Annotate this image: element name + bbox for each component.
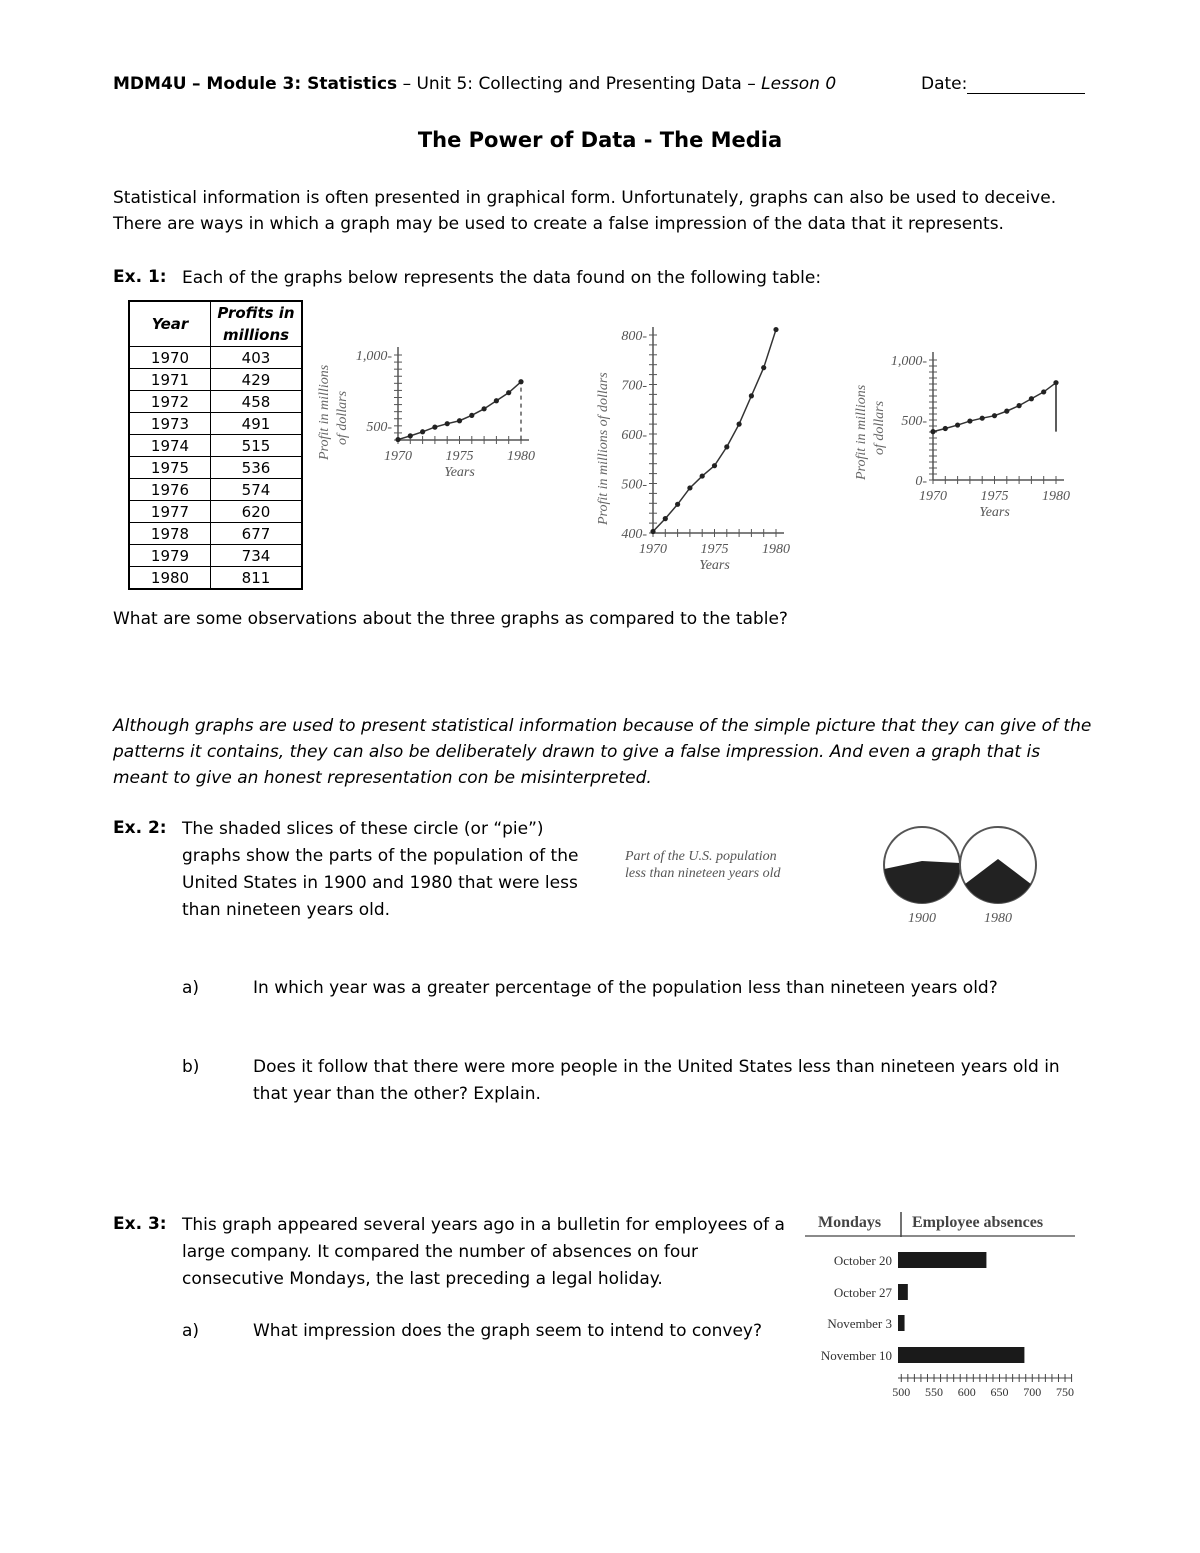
table-row (129, 457, 302, 479)
table-row (129, 413, 302, 435)
ex2-qb-label: b) (182, 1057, 200, 1077)
col-profit-header-line2: millions (222, 326, 290, 344)
page-header: MDM4U – Module 3: Statistics – Unit 5: Collecting and Presenting Data – Lesson 0 (113, 74, 837, 94)
module-label: Module 3: Statistics (206, 74, 398, 94)
bar-category-label: November 10 (820, 1348, 892, 1363)
y-axis-title: Profit in millions of dollars (596, 372, 611, 525)
table-row (129, 501, 302, 523)
data-point (506, 390, 511, 395)
year-cell: 1970 (129, 347, 211, 369)
data-point (1041, 389, 1046, 394)
data-point (663, 516, 668, 521)
x-tick-label: 1980 (1042, 489, 1070, 504)
year-cell: 1973 (129, 413, 211, 435)
y-axis-title-line2: of dollars (872, 400, 887, 455)
pie-caption-line1: Part of the U.S. population (625, 849, 777, 864)
bar (898, 1252, 986, 1268)
page-title: The Power of Data - The Media (417, 128, 783, 152)
ex3-qa-text: What impression does the graph seem to intend to convey? (253, 1321, 763, 1341)
pie-caption-line2: less than nineteen years old (625, 866, 781, 881)
x-tick-label: 1975 (700, 542, 729, 557)
y-axis-title-line1: Profit in millions (854, 384, 869, 480)
data-point (773, 327, 778, 332)
x-tick-label: 750 (1056, 1385, 1075, 1399)
x-axis-title: Years (979, 505, 1010, 520)
data-point (700, 473, 705, 478)
data-point (457, 418, 462, 423)
x-tick-label: 600 (957, 1385, 976, 1399)
data-point (518, 379, 523, 384)
table-row (129, 369, 302, 391)
data-point (712, 463, 717, 468)
table-row (129, 391, 302, 413)
data-point (675, 502, 680, 507)
bar-col-right-header: Employee absences (912, 1214, 1044, 1231)
table-row (129, 545, 302, 567)
ex3-qa-label: a) (182, 1321, 200, 1341)
x-axis-title: Years (699, 558, 730, 573)
x-tick-label: 1980 (507, 449, 535, 464)
year-cell: 1974 (129, 435, 211, 457)
x-tick-label: 1970 (919, 489, 947, 504)
data-point (749, 393, 754, 398)
table-row (129, 435, 302, 457)
profit-cell: 811 (211, 567, 303, 590)
data-point (432, 425, 437, 430)
bar-category-label: October 20 (833, 1253, 892, 1268)
course-code: MDM4U (113, 74, 187, 94)
bar (898, 1347, 1024, 1363)
ex1-question: What are some observations about the three graphs as compared to the table? (113, 609, 788, 629)
data-point (650, 529, 655, 534)
y-axis-title-line1: Profit in millions (317, 364, 332, 460)
data-point (1017, 403, 1022, 408)
date-field[interactable] (921, 74, 1085, 94)
col-profit-header-line1: Profits in (217, 304, 295, 322)
data-point (445, 421, 450, 426)
profit-cell: 429 (211, 369, 303, 391)
table-row (129, 347, 302, 369)
ex2-qa-text: In which year was a greater percentage of the population less than nineteen years old? (253, 978, 998, 998)
data-point (1004, 409, 1009, 414)
series-line (398, 382, 521, 440)
y-tick-label: 600- (621, 428, 647, 443)
ex1-label: Ex. 1: (113, 267, 167, 287)
pie-label: 1900 (908, 911, 936, 925)
ex2-qb-text: Does it follow that there were more people in the United States less than nineteen years old in that year than the other? Explain. (253, 1057, 1060, 1104)
profit-cell: 491 (211, 413, 303, 435)
x-tick-label: 1975 (980, 489, 1009, 504)
ex2-text: The shaded slices of these circle (or “pie”) graphs show the parts of the population of the United States in 1900 and 1980 that were less than nineteen years old. (182, 819, 579, 920)
profit-graph-2 (585, 315, 810, 580)
profit-cell: 620 (211, 501, 303, 523)
date-blank[interactable] (967, 77, 1085, 94)
profit-table (128, 300, 303, 590)
data-point (482, 406, 487, 411)
ex2-qa-label: a) (182, 978, 200, 998)
profit-cell: 574 (211, 479, 303, 501)
x-tick-label: 1970 (384, 449, 412, 464)
y-tick-label: 700- (621, 378, 647, 394)
pie-charts (875, 815, 1080, 925)
bar (898, 1315, 905, 1331)
x-tick-label: 650 (990, 1385, 1009, 1399)
ex2-label: Ex. 2: (113, 818, 167, 838)
pie-slice (884, 861, 960, 903)
data-point (737, 422, 742, 427)
year-cell: 1976 (129, 479, 211, 501)
bar-col-left-header: Mondays (818, 1214, 882, 1231)
col-year-header: Year (129, 301, 211, 347)
data-point (494, 398, 499, 403)
data-point (930, 429, 935, 434)
year-cell: 1980 (129, 567, 211, 590)
data-point (724, 444, 729, 449)
profit-graph-3 (845, 340, 1085, 530)
intro-paragraph: Statistical information is often presented in graphical form. Unfortunately, graphs can also be used to deceive. There are ways in which a graph may be used to create a false impression of the data that it represents. (113, 188, 1057, 234)
profit-graph-1 (310, 330, 550, 505)
y-tick-label: 500- (366, 419, 392, 435)
data-point (992, 413, 997, 418)
transition-paragraph: Although graphs are used to present statistical information because of the simple picture that they can give of the patterns it contains, they can also be deliberately drawn to give a false impression. And even a graph that is meant to give an honest representation con be misinterpreted. (113, 716, 1092, 788)
table-row (129, 479, 302, 501)
series-line (653, 330, 776, 532)
bar-category-label: November 3 (827, 1316, 892, 1331)
x-tick-label: 700 (1023, 1385, 1042, 1399)
data-point (761, 365, 766, 370)
x-tick-label: 1975 (445, 449, 474, 464)
x-tick-label: 500 (892, 1385, 911, 1399)
data-point (955, 422, 960, 427)
profit-cell: 734 (211, 545, 303, 567)
y-tick-label: 1,000- (890, 354, 927, 369)
y-tick-label: 1,000- (355, 349, 392, 364)
profit-cell: 515 (211, 435, 303, 457)
x-tick-label: 1980 (762, 542, 790, 557)
data-point (1029, 396, 1034, 401)
bar (898, 1284, 908, 1300)
data-point (408, 433, 413, 438)
profit-cell: 536 (211, 457, 303, 479)
year-cell: 1972 (129, 391, 211, 413)
data-point (687, 485, 692, 490)
data-point (469, 413, 474, 418)
x-tick-label: 550 (925, 1385, 944, 1399)
year-cell: 1971 (129, 369, 211, 391)
y-tick-label: 400- (621, 527, 647, 542)
profit-cell: 677 (211, 523, 303, 545)
date-label: Date: (921, 74, 968, 94)
y-tick-label: 800- (621, 329, 647, 344)
table-row (129, 523, 302, 545)
profit-cell: 458 (211, 391, 303, 413)
unit-label: Unit 5: Collecting and Presenting Data (416, 74, 742, 94)
x-axis-title: Years (444, 465, 475, 480)
y-tick-label: 500- (901, 414, 927, 429)
lesson-label: Lesson 0 (761, 74, 837, 94)
pie-caption (625, 848, 781, 882)
y-tick-label: 500- (621, 477, 647, 493)
year-cell: 1979 (129, 545, 211, 567)
absences-bar-chart (800, 1200, 1085, 1405)
profit-cell: 403 (211, 347, 303, 369)
data-point (943, 426, 948, 431)
x-tick-label: 1970 (639, 542, 667, 557)
pie-label: 1980 (984, 911, 1012, 925)
data-point (420, 429, 425, 434)
data-point (395, 437, 400, 442)
data-point (980, 416, 985, 421)
y-axis-title-line2: of dollars (335, 390, 350, 445)
bar-category-label: October 27 (833, 1285, 892, 1300)
year-cell: 1977 (129, 501, 211, 523)
ex3-text: This graph appeared several years ago in a bulletin for employees of a large company. It compared the number of absences on four consecutive Mondays, the last preceding a legal holiday. (182, 1215, 785, 1289)
ex3-label: Ex. 3: (113, 1214, 167, 1234)
ex1-text: Each of the graphs below represents the data found on the following table: (182, 268, 822, 288)
y-tick-label: 0- (915, 474, 927, 489)
year-cell: 1975 (129, 457, 211, 479)
table-row (129, 567, 302, 590)
data-point (967, 418, 972, 423)
year-cell: 1978 (129, 523, 211, 545)
col-profit-header (211, 301, 303, 347)
series-line (933, 383, 1056, 432)
